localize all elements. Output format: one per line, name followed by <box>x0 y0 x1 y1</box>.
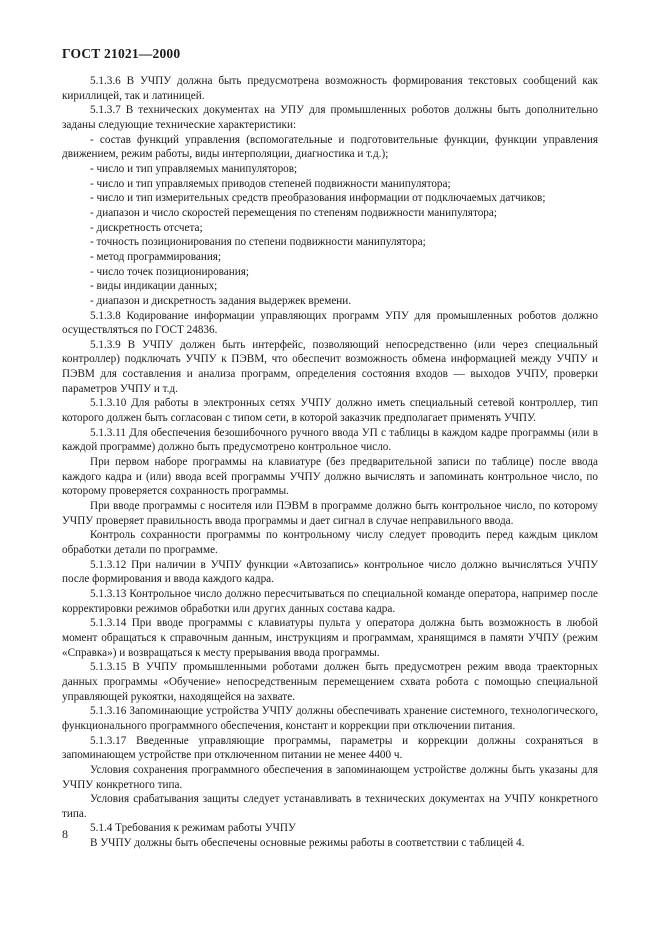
document-body <box>62 74 598 851</box>
paragraph: 5.1.3.6 В УЧПУ должна быть предусмотрена возможность формирования текстовых сообщений как кириллицей, так и латиницей. <box>62 75 598 102</box>
paragraph: В УЧПУ должны быть обеспечены основные режимы работы в соответствии с таблицей 4. <box>90 837 525 850</box>
page-number: 8 <box>62 827 68 841</box>
paragraph: 5.1.3.8 Кодирование информации управляющих программ УПУ для промышленных роботов должно осуществляться по ГОСТ 24836. <box>62 309 598 337</box>
paragraph: 5.1.3.13 Контрольное число должно пересчитываться по специальной команде оператора, например после корректировки режимов обработки или других данных состава кадра. <box>62 587 598 615</box>
list-item: - число и тип управляемых манипуляторов; <box>90 162 298 175</box>
paragraph: При вводе программы с носителя или ПЭВМ в программе должно быть контрольное число, по которому УЧПУ проверяет правильность ввода программы и дает сигнал в случае неправильного ввода. <box>62 500 598 527</box>
list-item: - диапазон и число скоростей перемещения по степеням подвижности манипулятора; <box>90 206 497 219</box>
paragraph: 5.1.3.11 Для обеспечения безошибочного ручного ввода УП с таблицы в каждом кадре программы (или в каждой программе) должно быть предусмотрено контрольное число. <box>62 426 598 454</box>
list-item: - дискретность отсчета; <box>90 221 203 234</box>
paragraph: 5.1.3.7 В технических документах на УПУ для промышленных роботов должны быть дополнительно заданы следующие технические характеристики: <box>62 104 598 131</box>
list-item: - точность позиционирования по степени подвижности манипулятора; <box>90 236 426 249</box>
paragraph: При первом наборе программы на клавиатуре (без предварительной записи по таблице) после ввода каждого кадра и (или) ввода всей программы УЧПУ должно вычислять и запоминать контрольное число, по которому проверяется сохранность программы. <box>62 456 598 498</box>
list-item: - диапазон и дискретность задания выдержек времени. <box>90 294 352 307</box>
list-item: - число точек позиционирования; <box>90 265 249 278</box>
section-heading: 5.1.4 Требования к режимам работы УЧПУ <box>90 822 296 835</box>
list-item: - метод программирования; <box>90 250 222 263</box>
document-header: ГОСТ 21021—2000 <box>62 46 181 61</box>
list-item: - виды индикации данных; <box>90 280 218 293</box>
paragraph: 5.1.3.10 Для работы в электронных сетях УЧПУ должно иметь специальный сетевой контроллер, тип которого должен быть согласован с типом сети, в которой заказчик предполагает применять УЧПУ. <box>62 397 598 425</box>
list-item: - состав функций управления (вспомогательные и подготовительные функции, функции управления движением, режим работы, виды интерполяции, диагностика и т.д.); <box>62 133 598 161</box>
paragraph: 5.1.3.9 В УЧПУ должен быть интерфейс, позволяющий непосредственно (или через специальный контроллер) подключать УЧПУ к ПЭВМ, что обеспечит возможность обмена информацией между УЧПУ и ПЭВМ для составления и анализа программ, определения состояния входов — выходов УЧПУ, проверки параметров УЧПУ и т.д. <box>62 338 598 395</box>
paragraph: 5.1.3.15 В УЧПУ промышленными роботами должен быть предусмотрен режим ввода траекторных данных программы «Обучение» непосредственным перемещением схвата робота с помощью специальной управляющей рукоятки, находящейся на захвате. <box>62 661 598 703</box>
paragraph: 5.1.3.16 Запоминающие устройства УЧПУ должны обеспечивать хранение системного, технологического, функционального программного обеспечения, констант и коррекции при отключении питания. <box>62 705 598 732</box>
paragraph: 5.1.3.17 Введенные управляющие программы, параметры и коррекции должны сохраняться в запоминающем устройстве при отключенном питании не менее 4400 ч. <box>62 734 598 762</box>
list-item: - число и тип управляемых приводов степеней подвижности манипулятора; <box>90 177 451 190</box>
paragraph: Условия срабатывания защиты следует устанавливать в технических документах на УЧПУ конкретного типа. <box>62 793 598 820</box>
paragraph: Контроль сохранности программы по контрольному числу следует проводить перед каждым циклом обработки детали по программе. <box>62 529 598 556</box>
paragraph: 5.1.3.14 При вводе программы с клавиатуры пульта у оператора должна быть возможность в любой момент обращаться к справочным данным, инструкциям и программам, хранящимся в памяти УЧПУ (режим «Справка») и возвращаться к месту прерывания ввода программы. <box>62 617 598 659</box>
paragraph: 5.1.3.12 При наличии в УЧПУ функции «Автозапись» контрольное число должно вычисляться УЧПУ после формирования и ввода каждого кадра. <box>62 558 598 586</box>
list-item: - число и тип измерительных средств преобразования информации от подключаемых датчиков; <box>90 192 546 205</box>
paragraph: Условия сохранения программного обеспечения в запоминающем устройстве должны быть указаны для УЧПУ конкретного типа. <box>62 763 598 791</box>
